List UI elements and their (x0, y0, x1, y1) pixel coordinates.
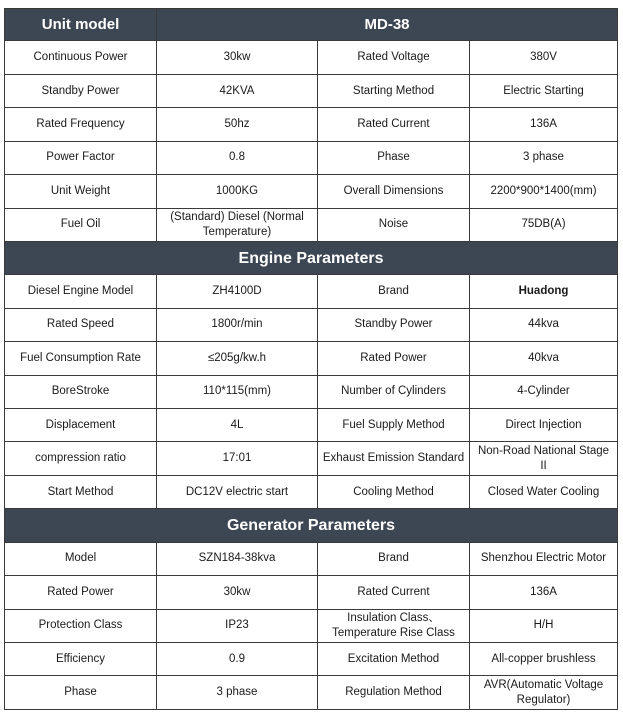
section-title: Generator Parameters (5, 509, 618, 542)
engine-section-header (5, 241, 618, 274)
param-value: 30kw (157, 576, 318, 609)
unit-model-header (5, 9, 618, 41)
param-name: Cooling Method (318, 475, 470, 508)
param-name: Rated Power (318, 342, 470, 375)
param-value: ZH4100D (157, 275, 318, 308)
param-name: Displacement (5, 409, 157, 442)
generator-section-header (5, 509, 618, 542)
param-value: 136A (470, 576, 618, 609)
param-name: Standby Power (318, 308, 470, 341)
param-name: Fuel Oil (5, 208, 157, 241)
table-row (5, 409, 618, 442)
param-value: Closed Water Cooling (470, 475, 618, 508)
table-row (5, 442, 618, 475)
param-name: Rated Current (318, 576, 470, 609)
param-name: Rated Voltage (318, 41, 470, 74)
table-row (5, 576, 618, 609)
param-name: compression ratio (5, 442, 157, 475)
param-name: Start Method (5, 475, 157, 508)
param-value: Huadong (470, 275, 618, 308)
param-value: 30kw (157, 41, 318, 74)
param-value: 3 phase (157, 676, 318, 710)
param-value: 75DB(A) (470, 208, 618, 241)
param-name: Brand (318, 542, 470, 575)
param-name: Model (5, 542, 157, 575)
table-row (5, 609, 618, 642)
param-value: 4-Cylinder (470, 375, 618, 408)
table-row (5, 74, 618, 107)
param-value: 2200*900*1400(mm) (470, 175, 618, 208)
table-row (5, 208, 618, 241)
table-row (5, 141, 618, 174)
param-value: 17:01 (157, 442, 318, 475)
param-name: Protection Class (5, 609, 157, 642)
param-name: Number of Cylinders (318, 375, 470, 408)
spec-table (4, 8, 618, 710)
param-value: AVR(Automatic Voltage Regulator) (470, 676, 618, 710)
param-value: ≤205g/kw.h (157, 342, 318, 375)
param-value: (Standard) Diesel (Normal Temperature) (157, 208, 318, 241)
param-name: Rated Current (318, 108, 470, 141)
param-name: Phase (5, 676, 157, 710)
param-name: Fuel Consumption Rate (5, 342, 157, 375)
table-row (5, 643, 618, 676)
param-name: Rated Frequency (5, 108, 157, 141)
param-value: Shenzhou Electric Motor (470, 542, 618, 575)
param-name: Power Factor (5, 141, 157, 174)
table-row (5, 342, 618, 375)
param-value: All-copper brushless (470, 643, 618, 676)
param-name: Phase (318, 141, 470, 174)
param-name: Insulation Class、Temperature Rise Class (318, 609, 470, 642)
param-name: Noise (318, 208, 470, 241)
param-name: Continuous Power (5, 41, 157, 74)
param-value: 1000KG (157, 175, 318, 208)
param-name: Rated Speed (5, 308, 157, 341)
param-name: Diesel Engine Model (5, 275, 157, 308)
table-row (5, 308, 618, 341)
param-name: Unit Weight (5, 175, 157, 208)
param-value: 3 phase (470, 141, 618, 174)
param-value: 1800r/min (157, 308, 318, 341)
param-value: Non-Road National Stage II (470, 442, 618, 475)
param-value: 4L (157, 409, 318, 442)
table-row (5, 676, 618, 710)
table-row (5, 175, 618, 208)
param-name: Starting Method (318, 74, 470, 107)
param-name: BoreStroke (5, 375, 157, 408)
table-row (5, 275, 618, 308)
param-value: IP23 (157, 609, 318, 642)
param-value: Direct Injection (470, 409, 618, 442)
table-row (5, 375, 618, 408)
param-name: Rated Power (5, 576, 157, 609)
table-row (5, 108, 618, 141)
table-row (5, 475, 618, 508)
param-name: Brand (318, 275, 470, 308)
param-value: H/H (470, 609, 618, 642)
param-value: 50hz (157, 108, 318, 141)
param-name: Overall Dimensions (318, 175, 470, 208)
param-value: 44kva (470, 308, 618, 341)
param-name: Fuel Supply Method (318, 409, 470, 442)
param-value: 40kva (470, 342, 618, 375)
param-value: 0.8 (157, 141, 318, 174)
param-value: 136A (470, 108, 618, 141)
table-row (5, 542, 618, 575)
param-name: Efficiency (5, 643, 157, 676)
param-name: Standby Power (5, 74, 157, 107)
param-value: DC12V electric start (157, 475, 318, 508)
param-value: 110*115(mm) (157, 375, 318, 408)
unit-model-label: Unit model (5, 9, 157, 41)
param-value: SZN184-38kva (157, 542, 318, 575)
table-row (5, 41, 618, 74)
param-value: 0.9 (157, 643, 318, 676)
unit-model-value: MD-38 (157, 9, 618, 41)
param-value: Electric Starting (470, 74, 618, 107)
param-name: Excitation Method (318, 643, 470, 676)
param-value: 380V (470, 41, 618, 74)
param-name: Regulation Method (318, 676, 470, 710)
param-name: Exhaust Emission Standard (318, 442, 470, 475)
param-value: 42KVA (157, 74, 318, 107)
section-title: Engine Parameters (5, 241, 618, 274)
